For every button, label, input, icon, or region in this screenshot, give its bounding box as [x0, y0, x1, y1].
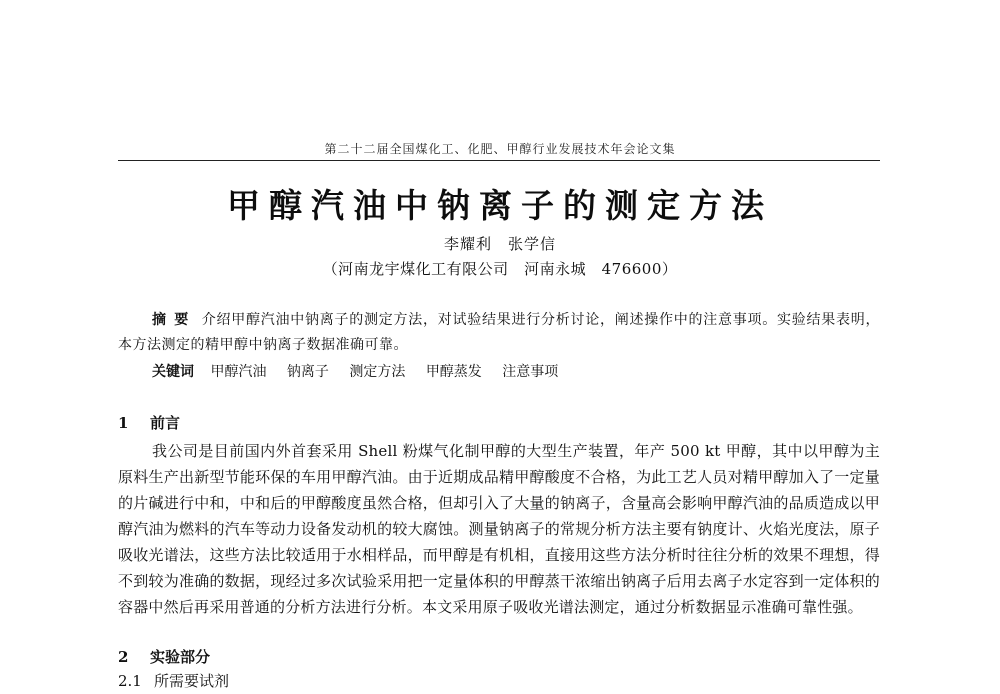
section-number: 2 — [118, 648, 129, 666]
section-title: 前言 — [150, 414, 181, 432]
paper-title: 甲醇汽油中钠离子的测定方法 — [227, 186, 773, 225]
subsection-number: 2.1 — [118, 672, 142, 690]
section-number: 1 — [118, 414, 129, 432]
authors: 李耀利 张学信 — [443, 235, 556, 253]
keywords — [152, 360, 880, 385]
section-heading-experimental — [118, 646, 210, 667]
introduction-paragraph: 我公司是目前国内外首套采用 Shell 粉煤气化制甲醇的大型生产装置，年产 500 kt 甲醇，其中以甲醇为主原料生产出新型节能环保的车用甲醇汽油。由于近期成品精甲醇酸度不合格，为此工艺人员对精甲醇加入了一定量的片碱进行中和，中和后的甲醇酸度虽然合格，但却引入了大量的钠离子，含量高会影响甲醇汽油的品质造成以甲醇汽油为燃料的汽车等动力设备发动机的较大腐蚀。测量钠离子的常规分析方法主要有钠度计、火焰光度法，原子吸收光谱法，这些方法比较适用于水相样品，而甲醇是有机相，直接用这些方法分析时往往分析的效果不理想，得不到较为准确的数据，现经过多次试验采用把一定量体积的甲醇蒸干浓缩出钠离子后用去离子水定容到一定体积的容器中然后再采用普通的分析方法进行分析。本文采用原子吸收光谱法测定，通过分析数据显示准确可靠性强。 — [118, 442, 880, 616]
section-heading-introduction — [118, 412, 180, 433]
keyword: 测定方法 — [349, 364, 406, 380]
keyword: 甲醇蒸发 — [425, 364, 482, 380]
keyword: 甲醇汽油 — [210, 364, 267, 380]
abstract-text: 介绍甲醇汽油中钠离子的测定方法，对试验结果进行分析讨论，阐述操作中的注意事项。实验结果表明，本方法测定的精甲醇中钠离子数据准确可靠。 — [118, 312, 881, 353]
affiliation: （河南龙宇煤化工有限公司 河南永城 476600） — [322, 260, 678, 278]
abstract-label: 摘要 — [152, 312, 197, 328]
header-rule — [118, 160, 880, 161]
keyword: 钠离子 — [286, 364, 329, 380]
subsection-title: 所需要试剂 — [154, 672, 230, 690]
running-header: 第二十二届全国煤化工、化肥、甲醇行业发展技术年会论文集 — [324, 142, 676, 156]
subsection-heading-reagents — [118, 670, 229, 691]
section-title: 实验部分 — [150, 648, 211, 666]
abstract — [118, 308, 880, 358]
keyword: 注意事项 — [502, 364, 559, 380]
keywords-label: 关键词 — [152, 364, 194, 380]
